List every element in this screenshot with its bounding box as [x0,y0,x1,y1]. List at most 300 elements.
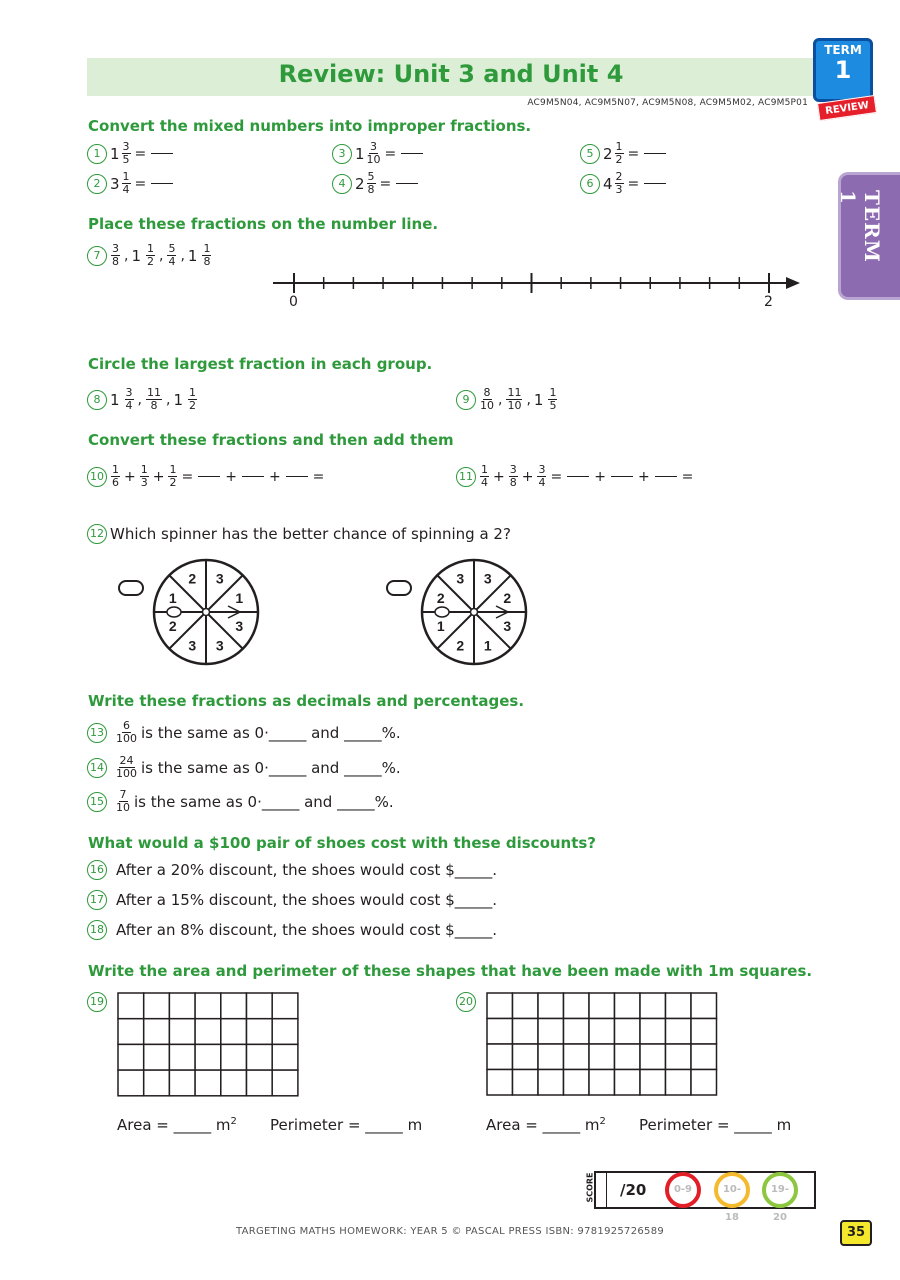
question-13 [87,720,401,745]
denominator: 8 [367,183,375,196]
question-number-19: 19 [87,992,107,1012]
numerator: 3 [538,463,546,476]
grid-square [666,1044,692,1070]
denominator: 4 [125,399,133,412]
question-10 [87,464,324,489]
question-number: 9 [456,390,476,410]
squared-sup: 2 [599,1116,606,1127]
grid-square [538,1019,564,1045]
spinner-segment-label: 3 [456,570,465,587]
whole-part: 1 [110,144,120,163]
mixed-number [110,141,132,166]
question-12-text: Which spinner has the better chance of spinning a 2? [110,525,511,543]
answer-blank[interactable] [151,153,173,154]
grid-square [169,1044,195,1070]
question-number: 3 [332,144,352,164]
question-5 [580,141,668,166]
equals-sign: = [134,145,147,162]
numerator: 1 [122,170,130,183]
grid-square [247,1070,273,1096]
question-number: 11 [456,467,476,487]
grid-square [195,1019,221,1045]
grid-square [144,1044,170,1070]
question-8 [87,387,198,412]
spinner-segment-label: 1 [235,590,244,607]
grid-square [247,1019,273,1045]
denominator: 2 [615,153,623,166]
grid-shape-20 [486,992,718,1097]
answer-blank[interactable] [401,153,423,154]
grid-square [589,1070,615,1096]
grid-square [221,1019,247,1045]
whole-part: 1 [355,144,365,163]
plus-sign: + [637,468,650,485]
numerator: 3 [125,386,133,399]
plus-sign: + [594,468,606,485]
question-number: 15 [87,792,107,812]
equals-sign: = [627,145,640,162]
section8-heading: Write the area and perimeter of these shapes that have been made with 1m squares. [88,962,813,980]
fraction [202,243,211,268]
whole-part: 2 [355,174,365,193]
grid-square [169,1070,195,1096]
grid-square [118,1044,144,1070]
badge-review-label: REVIEW [817,95,877,121]
grid-square [195,993,221,1019]
answer-blank[interactable] [286,476,308,477]
grid-19-squares [118,993,298,1096]
fraction [111,464,120,489]
question-15 [87,789,394,814]
grid-square [666,1070,692,1096]
whole-part: 1 [131,246,141,265]
question-14-text: is the same as 0·_____ and _____%. [141,758,401,777]
spinner-b-segments [422,560,526,664]
area-20 [486,1116,606,1134]
grid-square [144,1070,170,1096]
question-number: 4 [332,174,352,194]
question-16-text: After a 20% discount, the shoes would cost $_____. [116,861,498,879]
fraction [146,243,155,268]
question-number: 8 [87,390,107,410]
question-18-text: After an 8% discount, the shoes would cost $_____. [116,921,497,939]
question-2 [87,171,175,196]
separator: , [180,247,185,264]
spinner-a-segments [154,560,258,664]
grid-square [144,1019,170,1045]
grid-square [589,993,615,1019]
spinner-pivot [471,609,478,616]
whole-part: 3 [110,174,120,193]
question-16 [87,860,497,880]
fraction [146,387,162,412]
grid-square [513,993,539,1019]
grid-square [564,1070,590,1096]
question-15-text: is the same as 0·_____ and _____%. [134,792,394,811]
denominator: 2 [189,399,196,412]
spinner-segment-label: 3 [235,617,244,634]
score-band-high: 19-20 [762,1172,798,1208]
question-number: 6 [580,174,600,194]
grid-square [272,1044,298,1070]
section7-heading: What would a $100 pair of shoes cost with these discounts? [88,834,597,852]
denominator: 8 [112,255,119,268]
separator: , [526,391,531,408]
denominator: 5 [549,399,557,412]
question-number: 14 [87,758,107,778]
question-7 [87,243,212,268]
question-number: 17 [87,890,107,910]
grid-square [615,1019,641,1045]
answer-oval-a[interactable] [118,580,144,596]
answer-blank[interactable] [242,476,264,477]
equals-sign: = [134,175,147,192]
numerator: 11 [147,386,161,399]
spinner-segment-label: 2 [436,590,445,607]
spinner-segment-label: 1 [168,590,177,607]
grid-square [615,993,641,1019]
grid-square [247,1044,273,1070]
badge-term-label: TERM [824,43,862,57]
number-line-start-label: 0 [289,294,298,310]
perimeter-20: Perimeter = _____ m [639,1116,792,1134]
area-label: Area = _____ m [486,1116,600,1134]
question-number: 16 [87,860,107,880]
fraction [116,789,130,814]
fraction [116,720,137,745]
numerator: 6 [123,719,130,732]
question-14 [87,755,401,780]
equals-sign: = [181,468,194,485]
numerator: 1 [481,463,488,476]
footer-text: TARGETING MATHS HOMEWORK: YEAR 5 © PASCAL PRESS ISBN: 9781925726589 [235,1226,665,1237]
denominator: 5 [122,153,130,166]
fraction [140,464,149,489]
equals-sign: = [379,175,392,192]
spinner-segment-label: 2 [456,637,465,654]
question-number-20: 20 [456,992,476,1012]
spinner-segment-label: 1 [483,637,492,654]
whole-part: 1 [187,246,198,265]
grid-square [691,1019,717,1045]
numerator: 3 [112,242,119,255]
denominator: 6 [112,476,119,489]
denominator: 3 [615,183,623,196]
grid-square [195,1044,221,1070]
separator: , [498,391,503,408]
grid-square [538,1070,564,1096]
mixed-number [110,171,132,196]
grid-square [564,993,590,1019]
grid-square [640,1019,666,1045]
plus-sign: + [124,468,136,485]
question-18 [87,920,497,940]
answer-blank[interactable] [611,476,633,477]
numerator: 5 [367,170,375,183]
numerator: 1 [169,463,177,476]
plus-sign: + [268,468,281,485]
grid-shape-19 [117,992,300,1097]
numerator: 2 [615,170,623,183]
numerator: 24 [119,754,134,767]
grid-square [615,1070,641,1096]
grid-square [589,1044,615,1070]
denominator: 4 [168,255,176,268]
question-number: 12 [87,524,107,544]
grid-square [691,1044,717,1070]
equals-sign: = [627,175,640,192]
denominator: 10 [116,801,130,814]
plus-sign: + [152,468,165,485]
plus-sign: + [521,468,534,485]
grid-square [118,993,144,1019]
answer-blank[interactable] [396,183,418,184]
plus-sign: + [225,468,237,485]
spinner-segment-label: 3 [188,637,197,654]
answer-blank[interactable] [567,476,589,477]
question-11 [456,464,693,489]
grid-square [513,1019,539,1045]
grid-square [666,993,692,1019]
numerator: 1 [549,386,557,399]
spinner-arrow-tail [167,607,181,617]
spinner-segment-label: 3 [483,570,492,587]
question-number: 18 [87,920,107,940]
question-17 [87,890,497,910]
grid-square [221,993,247,1019]
spinner-segment-label: 2 [503,590,512,607]
answer-blank[interactable] [644,153,666,154]
question-number: 2 [87,174,107,194]
numerator: 1 [140,463,148,476]
numerator: 1 [615,140,623,153]
mixed-number [355,141,382,166]
grid-square [272,993,298,1019]
question-number: 10 [87,467,107,487]
grid-square [564,1044,590,1070]
squared-sup: 2 [230,1116,237,1127]
grid-20-squares [487,993,717,1095]
question-4 [332,171,420,196]
whole-part: 2 [603,144,613,163]
grid-square [640,1070,666,1096]
area-19 [117,1116,237,1134]
mixed-number [603,141,625,166]
separator: , [159,247,164,264]
answer-blank[interactable] [151,183,173,184]
separator: , [166,391,171,408]
fraction [168,464,177,489]
question-12 [87,524,511,544]
equals-sign: = [550,468,563,485]
fraction [367,171,376,196]
fraction [615,171,624,196]
section6-heading: Write these fractions as decimals and percentages. [88,692,525,710]
answer-oval-b[interactable] [386,580,412,596]
number-line [265,268,805,316]
mixed-number [603,171,625,196]
fraction [122,141,131,166]
question-number: 13 [87,723,107,743]
fraction [480,387,494,412]
denominator: 4 [481,476,488,489]
section4-heading: Convert these fractions and then add them [88,431,454,449]
denominator: 4 [122,183,130,196]
numerator: 1 [112,463,119,476]
grid-square [272,1070,298,1096]
spinner-segment-label: 3 [215,570,224,587]
denominator: 100 [116,732,137,745]
answer-blank[interactable] [644,183,666,184]
grid-square [691,1070,717,1096]
denominator: 4 [538,476,546,489]
question-6 [580,171,668,196]
score-divider [606,1173,607,1207]
fraction [480,464,489,489]
whole-part: 4 [603,174,613,193]
whole-part: 1 [173,390,183,409]
separator: , [137,391,142,408]
fraction [122,171,131,196]
numerator: 5 [168,242,176,255]
score-band-low: 0-9 [665,1172,701,1208]
fraction [116,755,137,780]
question-number: 1 [87,144,107,164]
grid-square [513,1044,539,1070]
question-3 [332,141,425,166]
fraction [111,243,120,268]
spinner-segment-label: 2 [188,570,197,587]
spinner-segment-label: 2 [168,617,177,634]
grid-square [118,1019,144,1045]
grid-square [169,1019,195,1045]
fraction [548,387,557,412]
fraction [537,464,546,489]
badge-term-number: 1 [834,56,852,84]
grid-square [487,1070,513,1096]
whole-part: 1 [533,390,544,409]
side-term-tab-label: TERM 1 [836,190,884,263]
whole-part: 1 [110,390,120,409]
grid-square [589,1019,615,1045]
fraction [188,387,197,412]
fraction [167,243,176,268]
question-number: 7 [87,246,107,266]
fraction [615,141,624,166]
spinner-pivot [203,609,210,616]
grid-square [487,1044,513,1070]
section1-heading: Convert the mixed numbers into improper fractions. [88,117,532,135]
number-line-arrow [786,277,800,289]
numerator: 11 [507,386,522,399]
denominator: 100 [116,767,137,780]
grid-square [615,1044,641,1070]
spinner-segment-label: 1 [436,617,445,634]
score-band-mid: 10-18 [714,1172,750,1208]
question-17-text: After a 15% discount, the shoes would cost $_____. [116,891,498,909]
section3-heading: Circle the largest fraction in each group. [88,355,433,373]
denominator: 8 [509,476,517,489]
fraction [509,464,518,489]
grid-square [118,1070,144,1096]
grid-square [487,993,513,1019]
grid-square [640,1044,666,1070]
mixed-number [355,171,377,196]
grid-square [691,993,717,1019]
spinner-segment-label: 3 [503,617,512,634]
spinner-arrow-tail [435,607,449,617]
fraction [506,387,522,412]
spinner-b [418,556,530,668]
grid-square [221,1070,247,1096]
score-label: SCORE [585,1172,595,1203]
score-total: /20 [620,1181,647,1199]
grid-square [247,993,273,1019]
grid-square [538,993,564,1019]
grid-square [221,1044,247,1070]
grid-square [487,1019,513,1045]
area-label: Area = _____ m [117,1116,231,1134]
denominator: 10 [480,399,494,412]
grid-square [666,1019,692,1045]
separator: , [124,247,129,264]
curriculum-codes: AC9M5N04, AC9M5N07, AC9M5N08, AC9M5M02, AC9M5P01 [527,98,808,108]
denominator: 2 [169,476,177,489]
fraction [125,387,134,412]
equals-sign: = [312,468,325,485]
numerator: 1 [203,242,211,255]
numerator: 3 [509,463,517,476]
equals-sign: = [681,468,694,485]
question-9 [456,387,558,412]
denominator: 2 [147,255,154,268]
grid-square [513,1070,539,1096]
grid-square [195,1070,221,1096]
numerator: 3 [370,140,378,153]
denominator: 10 [507,399,522,412]
fraction [367,141,381,166]
numerator: 7 [119,788,127,801]
equals-sign: = [384,145,397,162]
numerator: 1 [147,242,154,255]
grid-square [272,1019,298,1045]
numerator: 1 [189,386,196,399]
denominator: 8 [150,399,158,412]
denominator: 8 [203,255,211,268]
perimeter-19: Perimeter = _____ m [270,1116,423,1134]
grid-square [144,993,170,1019]
grid-square [564,1019,590,1045]
page-number: 35 [840,1220,872,1246]
grid-square [169,993,195,1019]
spinner-a [150,556,262,668]
plus-sign: + [493,468,505,485]
denominator: 3 [140,476,148,489]
section2-heading: Place these fractions on the number line. [88,215,439,233]
page-title: Review: Unit 3 and Unit 4 [278,60,624,88]
answer-blank[interactable] [655,476,677,477]
grid-square [640,993,666,1019]
numerator: 8 [483,386,491,399]
spinner-segment-label: 3 [215,637,224,654]
answer-blank[interactable] [198,476,220,477]
number-line-end-label: 2 [764,294,773,310]
question-number: 5 [580,144,600,164]
question-1 [87,141,175,166]
question-13-text: is the same as 0·_____ and _____%. [141,723,401,742]
grid-square [538,1044,564,1070]
numerator: 3 [122,140,130,153]
